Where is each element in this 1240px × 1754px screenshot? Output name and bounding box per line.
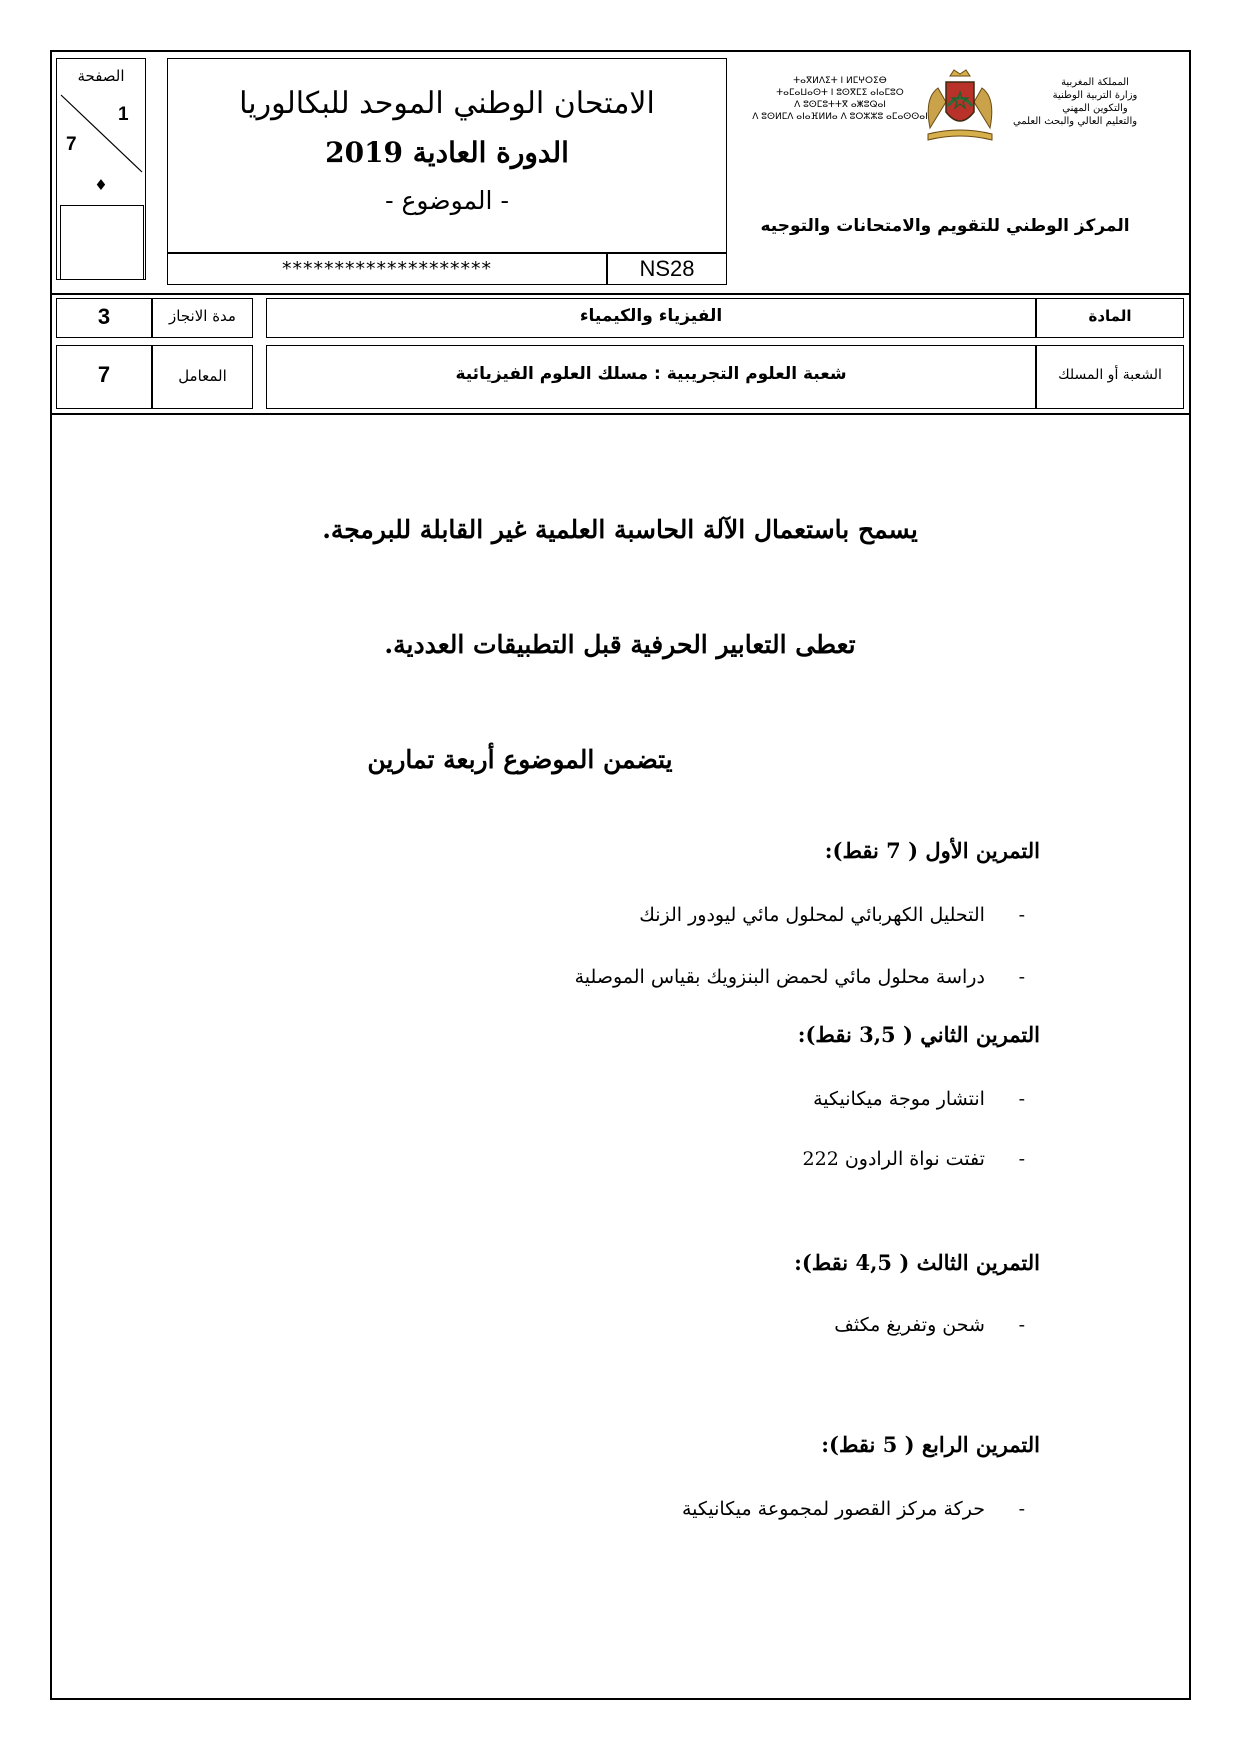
info-table-line-top (52, 293, 1189, 295)
center-name: المركز الوطني للتقويم والامتحانات والتوجيه (760, 216, 1130, 236)
diamond-mark: ♦ (94, 176, 108, 194)
subject-label: المادة (1088, 307, 1132, 325)
page-label: الصفحة (77, 67, 125, 85)
exam-session: الدورة العادية 2019 (325, 136, 569, 169)
exercise-2-item-2 (803, 1148, 1025, 1170)
blank-box (60, 205, 144, 280)
exercise-1-item-1 (639, 904, 1025, 926)
stars-line: ******************** (282, 258, 492, 280)
exercise-1-item-2 (575, 966, 1025, 988)
coat-of-arms-icon (920, 68, 1000, 148)
coef-value: 7 (97, 362, 111, 387)
exercise-3-item-1 (834, 1314, 1025, 1336)
exam-title: الامتحان الوطني الموحد للبكالوريا (239, 86, 655, 121)
dash-marker: - (1018, 1148, 1025, 1170)
exercise-3-title: التمرين الثالث ( 4,5 نقط): (794, 1250, 1040, 1275)
dash-marker: - (1018, 1088, 1025, 1110)
exercise-2-item-2-text: تفتت نواة الرادون 222 (802, 1148, 985, 1170)
coef-label: المعامل (178, 367, 227, 385)
exercise-1-item-2-text: دراسة محلول مائي لحمض البنزويك بقياس الموصلية (574, 966, 985, 988)
page-total: 7 (66, 134, 77, 155)
exercise-4-item-1 (682, 1498, 1025, 1520)
tifinagh-line-3: ⴷ ⵓⵙⵎⵓⵜⵜⴳ ⴰⵥⵓⵕⴰⵏ (794, 100, 886, 110)
exam-subject-word: - الموضوع - (385, 186, 509, 215)
instruction-exercise-count: يتضمن الموضوع أربعة تمارين (367, 745, 673, 774)
ministry-line-1: المملكة المغربية (1061, 77, 1129, 88)
exercise-4-item-1-text: حركة مركز القصور لمجموعة ميكانيكية (682, 1498, 985, 1520)
tifinagh-line-2: ⵜⴰⵎⴰⵡⴰⵙⵜ ⵏ ⵓⵙⴳⵎⵉ ⴰⵏⴰⵎⵓⵔ (776, 88, 904, 98)
duration-value: 3 (97, 304, 111, 329)
dash-marker: - (1018, 1314, 1025, 1336)
exercise-2-item-1-text: انتشار موجة ميكانيكية (813, 1088, 985, 1110)
instruction-expressions: تعطى التعابير الحرفية قبل التطبيقات العددية. (384, 630, 856, 659)
exercise-2-item-1 (813, 1088, 1025, 1110)
dash-marker: - (1018, 1498, 1025, 1520)
info-table-line-bottom (52, 413, 1189, 415)
ministry-line-4: والتعليم العالي والبحث العلمي (1012, 116, 1138, 127)
tifinagh-line-4: ⴷ ⵓⵙⵍⵎⴷ ⴰⵏⴰⴼⵍⵍⴰ ⴷ ⵓⵔⵣⵣⵓ ⴰⵎⴰⵙⵙⴰⵏ (752, 112, 928, 122)
exercise-3-item-1-text: شحن وتفريغ مكثف (834, 1314, 985, 1336)
ministry-line-2: وزارة التربية الوطنية (1052, 90, 1138, 101)
exam-code: NS28 (639, 256, 695, 281)
instruction-calculator: يسمح باستعمال الآلة الحاسبة العلمية غير القابلة للبرمجة. (322, 515, 918, 544)
stream-value: شعبة العلوم التجريبية : مسلك العلوم الفيزيائية (455, 364, 847, 384)
exercise-1-title: التمرين الأول ( 7 نقط): (824, 838, 1040, 863)
dash-marker: - (1018, 904, 1025, 926)
tifinagh-line-1: ⵜⴰⴳⵍⴷⵉⵜ ⵏ ⵍⵎⵖⵔⵉⴱ (793, 76, 887, 86)
ministry-line-3: والتكوين المهني (1062, 103, 1128, 114)
page-number: 1 (118, 104, 129, 125)
exercise-1-item-1-text: التحليل الكهربائي لمحلول مائي ليودور الزنك (639, 904, 985, 926)
dash-marker: - (1018, 966, 1025, 988)
exercise-4-title: التمرين الرابع ( 5 نقط): (821, 1432, 1040, 1457)
exercise-2-title: التمرين الثاني ( 3,5 نقط): (797, 1022, 1040, 1047)
duration-label: مدة الانجاز (169, 307, 236, 325)
subject-value: الفيزياء والكيمياء (579, 306, 723, 326)
stream-label: الشعبة أو المسلك (1058, 367, 1162, 383)
